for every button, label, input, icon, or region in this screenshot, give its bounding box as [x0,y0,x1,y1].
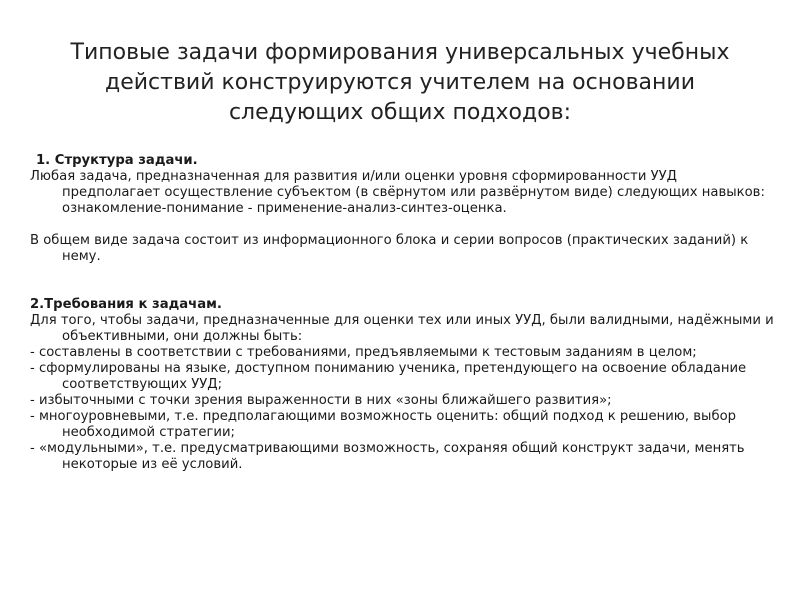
section-heading: 1. Структура задачи. [36,153,198,168]
section-heading: 2.Требования к задачам. [30,297,222,312]
title-line: Типовые задачи формирования универсальных учебных [70,40,730,65]
list-item: - сформулированы на языке, доступном пониманию ученика, претендующего на освоение обладание соответствующих УУД; [30,361,747,392]
paragraph: Для того, чтобы задачи, предназначенные для оценки тех или иных УУД, были валидными, надёжными и объективными, они должны быть: [30,313,774,344]
list-item: - составлены в соответствии с требованиями, предъявляемыми к тестовым заданиям в целом; [30,345,697,360]
slide-body [30,153,775,473]
section-requirements [30,297,775,473]
section-structure [30,153,775,265]
paragraph: Любая задача, предназначенная для развития и/или оценки уровня сформированности УУД предполагает осуществление субъектом (в свёрнутом или развёрнутом виде) следующих навыков: ознакомление-понимание - применение-анализ-синтез-оценка. [30,169,765,216]
list-item: - многоуровневыми, т.е. предполагающими возможность оценить: общий подход к решению, выбор необходимой стратегии; [30,409,737,440]
slide-title [40,38,760,128]
title-line: следующих общих подходов: [228,100,572,125]
title-line: действий конструируются учителем на основании [104,70,695,95]
list-item: - «модульными», т.е. предусматривающими возможность, сохраняя общий конструкт задачи, менять некоторые из её условий. [30,441,745,472]
list-item: - избыточными с точки зрения выраженности в них «зоны ближайшего развития»; [30,393,612,408]
paragraph: В общем виде задача состоит из информационного блока и серии вопросов (практических заданий) к нему. [30,233,749,264]
